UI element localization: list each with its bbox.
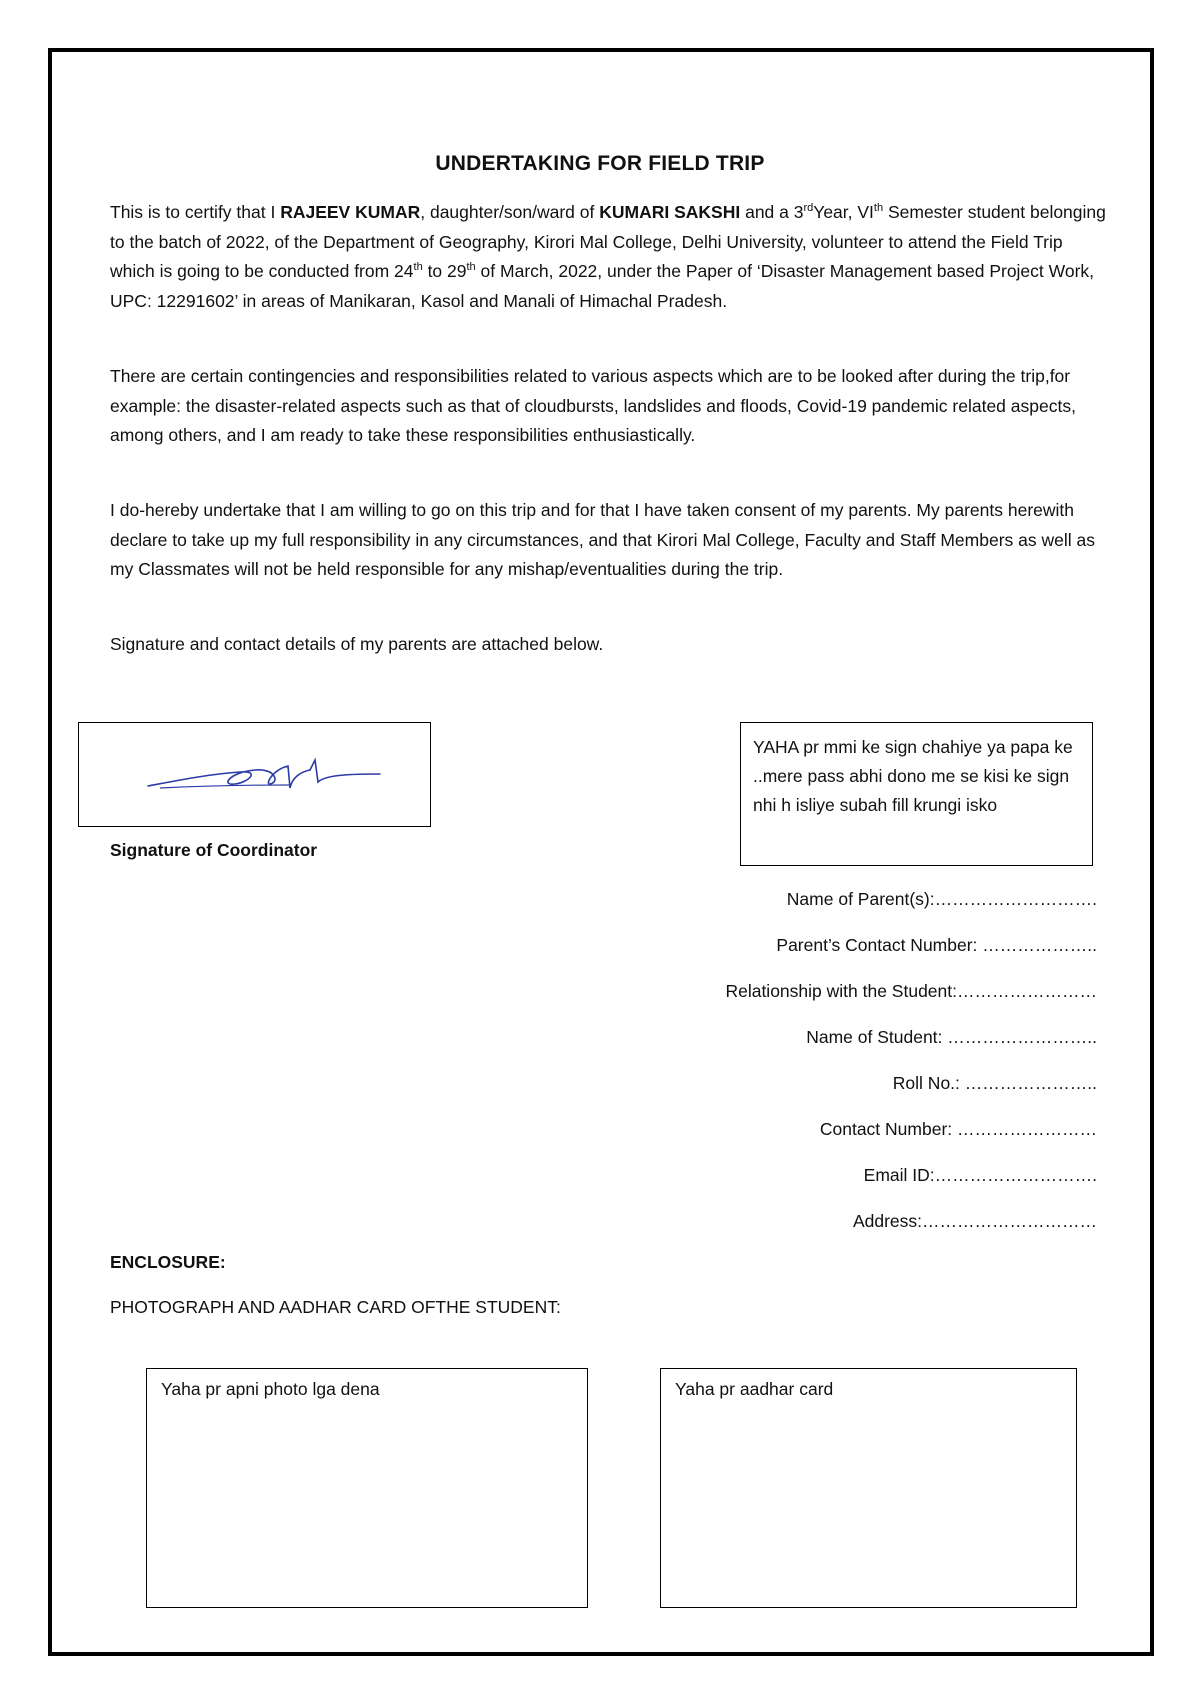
document-title: UNDERTAKING FOR FIELD TRIP: [435, 152, 765, 175]
enclosure-heading: ENCLOSURE:: [110, 1252, 226, 1272]
attachment-note: Signature and contact details of my parents are attached below.: [110, 634, 604, 654]
parent-name-field: Name of Parent(s):……………………….: [786, 889, 1097, 909]
certification-paragraph: This is to certify that I RAJEEV KUMAR, daughter/son/ward of KUMARI SAKSHI and a 3rdYear, VIth Semester student belonging to the batch of 2022, of the Department of Geography, Kirori Mal College, Delhi University, volunteer to attend the Field Trip which is going to be conducted from 24th to 29th of March, 2022, under the Paper of ‘Disaster Management based Project Work, UPC: 12291602’ in areas of Manikaran, Kasol and Manali of Himachal Pradesh.: [110, 202, 1106, 311]
responsibilities-paragraph: There are certain contingencies and responsibilities related to various aspects which are to be looked after during the trip,for example: the disaster-related aspects such as that of cloudbursts, landslides and floods, Covid-19 pandemic related aspects, among others, and I am ready to take these responsibilities enthusiastically.: [110, 366, 1076, 445]
relationship-field: Relationship with the Student:……………………: [725, 981, 1097, 1001]
email-field: Email ID:……………………….: [863, 1165, 1097, 1185]
contact-details: [725, 885, 1097, 1253]
consent-paragraph: I do-hereby undertake that I am willing to go on this trip and for that I have taken consent of my parents. My parents herewith declare to take up my full responsibility in any circumstances, and that Kirori Mal College, Faculty and Staff Members as well as my Classmates will not be held responsible for any mishap/eventualities during the trip.: [110, 500, 1095, 579]
roll-no-field: Roll No.: …………………..: [892, 1073, 1097, 1093]
coordinator-signature: [140, 752, 400, 802]
photo-box: Yaha pr apni photo lga dena: [146, 1368, 588, 1608]
address-field: Address:…………………………: [852, 1211, 1097, 1231]
coordinator-label: Signature of Coordinator: [110, 840, 318, 860]
enclosure-description: PHOTOGRAPH AND AADHAR CARD OFTHE STUDENT:: [110, 1297, 561, 1317]
aadhar-box: Yaha pr aadhar card: [660, 1368, 1077, 1608]
student-name-field: Name of Student: ……………………..: [806, 1027, 1097, 1047]
parent-name: KUMARI SAKSHI: [599, 202, 741, 222]
parent-signature-box: YAHA pr mmi ke sign chahiye ya papa ke ..mere pass abhi dono me se kisi ke sign nhi h isliye subah fill krungi isko: [740, 722, 1093, 866]
parent-contact-field: Parent’s Contact Number: ………………..: [776, 935, 1097, 955]
contact-number-field: Contact Number: ……………………: [819, 1119, 1097, 1139]
student-name: RAJEEV KUMAR: [280, 202, 421, 222]
